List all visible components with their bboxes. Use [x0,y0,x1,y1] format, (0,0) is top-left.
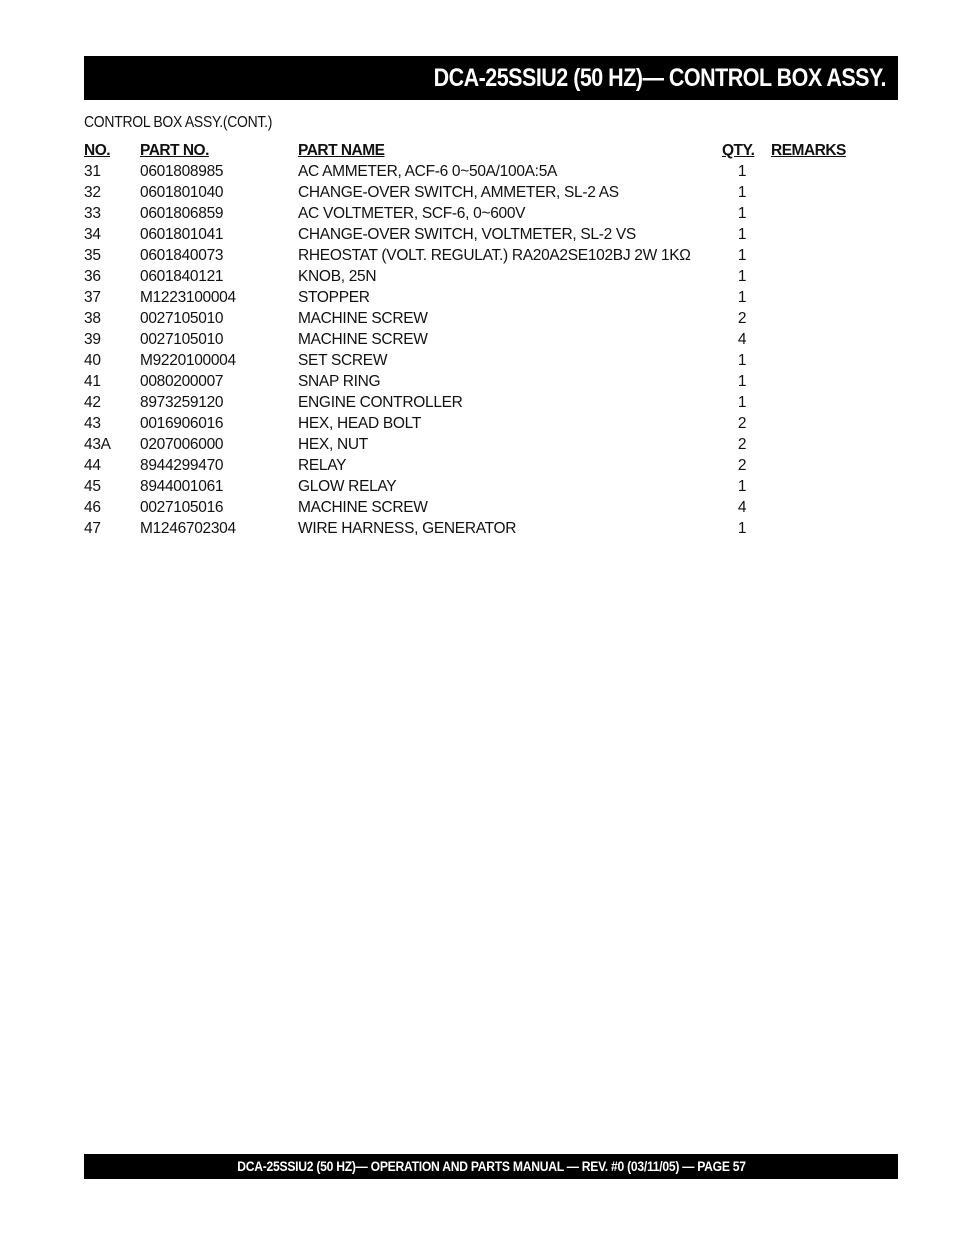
table-row [84,245,898,266]
cell-qty: 1 [737,226,747,243]
cell-part-no: M1246702304 [140,520,236,537]
cell-part-name: MACHINE SCREW [298,499,428,516]
cell-no: 41 [84,373,101,390]
cell-qty: 1 [737,352,747,369]
cell-part-name: CHANGE-OVER SWITCH, VOLTMETER, SL-2 VS [298,226,636,243]
table-row [84,308,898,329]
cell-no: 43A [84,436,111,453]
cell-part-name: KNOB, 25N [298,268,377,285]
cell-part-name: SNAP RING [298,373,381,390]
cell-part-name: STOPPER [298,289,370,306]
cell-qty: 2 [737,436,747,453]
table-body [84,161,898,539]
cell-part-no: 0601840121 [140,268,224,285]
cell-part-no: M9220100004 [140,352,236,369]
cell-qty: 1 [737,247,747,264]
table-row [84,182,898,203]
cell-part-no: 0027105016 [140,499,224,516]
cell-part-name: HEX, NUT [298,436,368,453]
cell-no: 32 [84,184,101,201]
cell-part-name: RELAY [298,457,347,474]
footer-text: DCA-25SSIU2 (50 HZ)— OPERATION AND PARTS MANUAL — REV. #0 (03/11/05) — PAGE 57 [236,1159,746,1174]
cell-no: 35 [84,247,101,264]
cell-qty: 1 [737,289,747,306]
cell-qty: 2 [737,457,747,474]
cell-part-name: MACHINE SCREW [298,310,428,327]
cell-qty: 1 [737,394,747,411]
cell-part-no: 8944001061 [140,478,224,495]
table-row [84,203,898,224]
cell-qty: 1 [737,373,747,390]
cell-no: 44 [84,457,101,474]
cell-part-no: 0016906016 [140,415,224,432]
table-row [84,497,898,518]
cell-no: 46 [84,499,101,516]
page-title: DCA-25SSIU2 (50 HZ)— CONTROL BOX ASSY. [433,63,886,92]
cell-part-name: SET SCREW [298,352,388,369]
column-header-remarks: REMARKS [771,142,846,159]
section-label: CONTROL BOX ASSY.(CONT.) [84,114,273,131]
cell-qty: 2 [737,310,747,327]
cell-part-no: 0027105010 [140,331,224,348]
cell-part-no: 0601840073 [140,247,224,264]
column-header-part-no: PART NO. [140,142,209,159]
cell-part-name: GLOW RELAY [298,478,397,495]
cell-qty: 2 [737,415,747,432]
table-row [84,455,898,476]
cell-part-name: HEX, HEAD BOLT [298,415,421,432]
cell-qty: 1 [737,205,747,222]
cell-no: 37 [84,289,101,306]
cell-no: 36 [84,268,101,285]
table-row [84,476,898,497]
cell-part-no: 0027105010 [140,310,224,327]
cell-no: 38 [84,310,101,327]
cell-no: 33 [84,205,101,222]
cell-no: 47 [84,520,101,537]
table-row [84,329,898,350]
cell-qty: 1 [737,478,747,495]
cell-part-name: WIRE HARNESS, GENERATOR [298,520,517,537]
cell-part-no: 0080200007 [140,373,224,390]
cell-no: 31 [84,163,101,180]
cell-part-name: AC AMMETER, ACF-6 0~50A/100A:5A [298,163,558,180]
cell-part-no: 0601808985 [140,163,224,180]
cell-part-no: 8944299470 [140,457,224,474]
table-header-row [84,140,898,161]
cell-part-no: 0601806859 [140,205,224,222]
column-header-no: NO. [84,142,111,159]
cell-part-no: M1223100004 [140,289,236,306]
cell-qty: 1 [737,520,747,537]
cell-qty: 1 [737,268,747,285]
cell-part-no: 0207006000 [140,436,224,453]
cell-no: 34 [84,226,101,243]
column-header-qty: QTY. [722,142,755,159]
table-row [84,287,898,308]
cell-part-name: ENGINE CONTROLLER [298,394,463,411]
cell-part-name: RHEOSTAT (VOLT. REGULAT.) RA20A2SE102BJ 2W 1KΩ [298,247,691,264]
page-footer [84,1154,898,1179]
parts-table [84,140,898,539]
page-title-bar [84,56,898,100]
cell-qty: 1 [737,184,747,201]
table-row [84,161,898,182]
cell-qty: 4 [737,331,747,348]
cell-no: 43 [84,415,101,432]
cell-qty: 4 [737,499,747,516]
table-row [84,224,898,245]
table-row [84,350,898,371]
table-row [84,371,898,392]
table-row [84,266,898,287]
table-row [84,518,898,539]
table-row [84,392,898,413]
column-header-part-name: PART NAME [298,142,385,159]
cell-no: 45 [84,478,101,495]
table-row [84,413,898,434]
cell-part-no: 8973259120 [140,394,224,411]
cell-qty: 1 [737,163,747,180]
cell-no: 40 [84,352,101,369]
cell-no: 39 [84,331,101,348]
cell-part-no: 0601801041 [140,226,224,243]
cell-part-name: AC VOLTMETER, SCF-6, 0~600V [298,205,526,222]
cell-part-no: 0601801040 [140,184,224,201]
cell-no: 42 [84,394,101,411]
cell-part-name: MACHINE SCREW [298,331,428,348]
cell-part-name: CHANGE-OVER SWITCH, AMMETER, SL-2 AS [298,184,619,201]
table-row [84,434,898,455]
